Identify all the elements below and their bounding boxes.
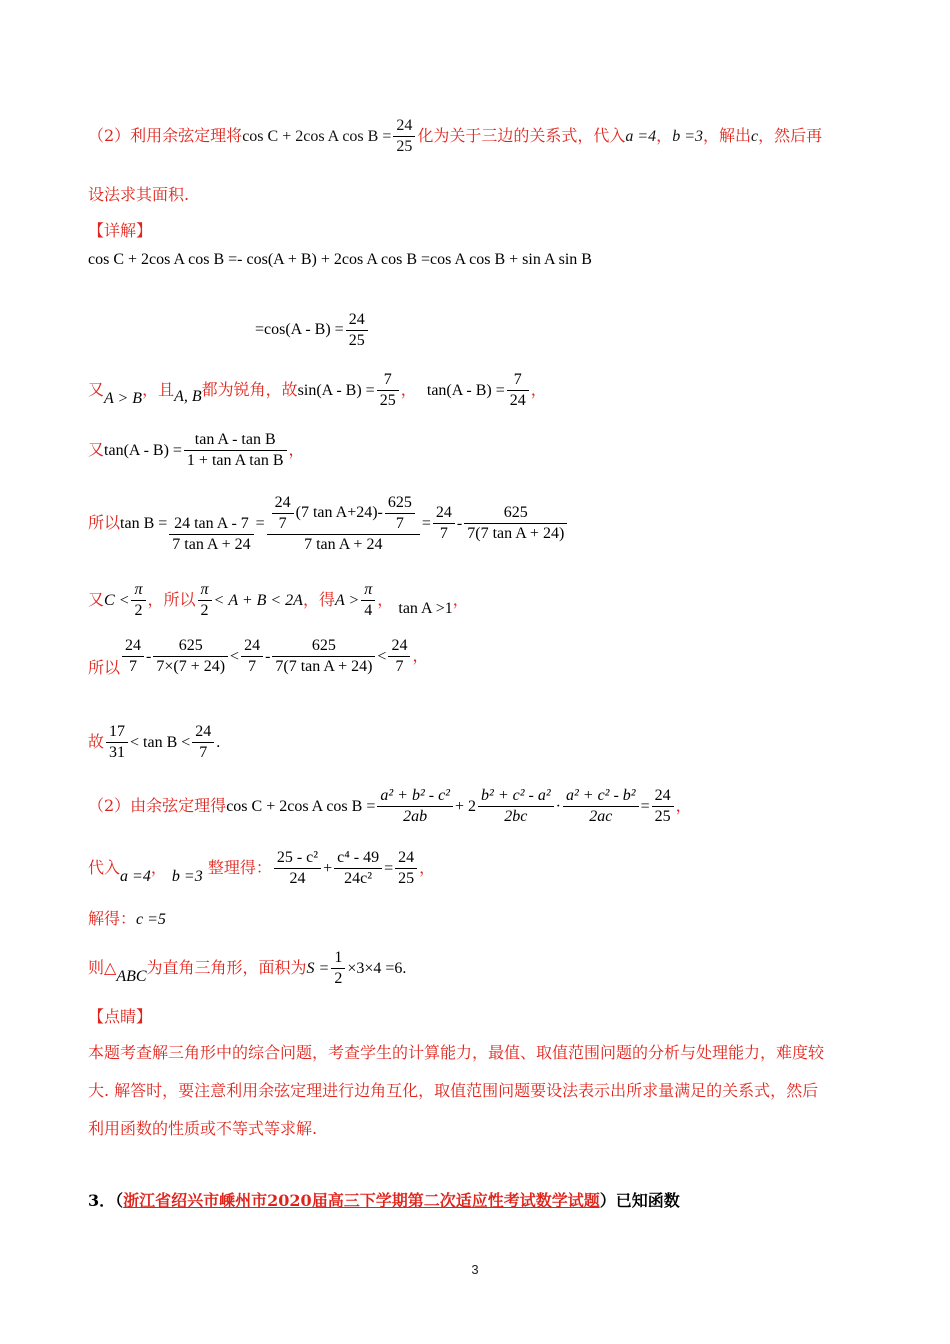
frac-num: π <box>200 581 209 598</box>
cos-c-fraction <box>377 786 453 827</box>
frac-den: 25 <box>346 330 368 351</box>
equation-12 <box>88 948 406 989</box>
tan-fraction <box>507 370 529 411</box>
eq9-label: （2）由余弦定理得 <box>88 796 227 815</box>
question-source-link[interactable]: 浙江省绍兴市嵊州市2020届高三下学期第二次适应性考试数学试题 <box>123 1191 600 1210</box>
frac-625-b <box>272 636 375 677</box>
comment-line-2: 大. 解答时，要注意利用余弦定理进行边角互化，取值范围问题要设法表示出所求量满足的关系式，然后 <box>88 1081 819 1100</box>
eq10-fraction-2 <box>334 848 382 889</box>
text-you: 又 <box>88 590 105 609</box>
question-number: 3． <box>88 1191 116 1210</box>
frac-den: 1 + tan A tan B <box>184 450 287 471</box>
text-zhengli: 整理得： <box>207 858 272 877</box>
frac-17-31 <box>106 722 128 763</box>
comment-line-3: 利用函数的性质或不等式等求解. <box>88 1119 318 1138</box>
frac-1-2 <box>331 948 345 989</box>
minus: - <box>265 648 271 665</box>
frac-den: 24 <box>274 868 321 889</box>
page-number: 3 <box>471 1262 479 1277</box>
equation-1: cos C + 2cos A cos B =- cos(A + B) + 2cos A cos B =cos A cos B + sin A sin B <box>88 251 592 268</box>
frac-24-25 <box>652 786 674 827</box>
frac-24-7 <box>388 636 410 677</box>
text-suoyi: 所以 <box>88 513 121 532</box>
comment-line-1: 本题考查解三角形中的综合问题，考查学生的计算能力，最值、取值范围问题的分析与处理能力，难度较 <box>88 1043 825 1062</box>
frac-num: 24 <box>274 493 291 511</box>
frac-den: 2 <box>131 600 145 621</box>
comma: ， <box>412 646 429 665</box>
frac-den: 7 <box>192 742 214 763</box>
b-value: b =3 <box>672 128 703 145</box>
comment-heading: 【点睛】 <box>88 1007 153 1026</box>
a-gt-b: A > B <box>104 390 143 407</box>
equation-8 <box>88 722 220 763</box>
frac-num: 24 tan A - 7 <box>174 515 249 532</box>
question-3-heading <box>88 1188 680 1211</box>
pi-over-2 <box>131 580 145 621</box>
eq2-fraction <box>346 310 368 351</box>
frac-den: 7 tan A + 24 <box>169 534 253 555</box>
comma: ， <box>400 380 417 399</box>
minus: - <box>456 515 463 532</box>
frac-num: 24 <box>244 637 261 654</box>
text-qie: ，且 <box>142 380 175 399</box>
text-ze: 则△ <box>88 958 117 977</box>
frac-den: 25 <box>395 868 417 889</box>
frac-den: 24c² <box>334 868 382 889</box>
less-than: < <box>377 648 387 665</box>
period: . <box>402 960 407 977</box>
text-suoyi: 所以 <box>88 658 121 677</box>
equation-7 <box>88 636 428 677</box>
frac-num: 625 <box>503 504 528 521</box>
frac-num: 7 <box>383 371 392 388</box>
frac-num: 7 <box>513 371 522 388</box>
eq5-fraction-2 <box>267 493 420 555</box>
numerator-mid: (7 tan A+24)- <box>295 503 383 521</box>
hint-expr: cos C + 2cos A cos B = <box>242 128 392 145</box>
frac-24-7 <box>192 722 214 763</box>
frac-num: 1 <box>334 949 343 966</box>
comma: ， <box>452 590 469 609</box>
s-equals: S = <box>306 960 330 977</box>
frac-den: 2ac <box>563 806 639 827</box>
frac-den: 7 <box>122 656 144 677</box>
frac-den: 7 <box>433 523 455 544</box>
equation-4 <box>88 430 305 471</box>
frac-num: a² + c² - b² <box>565 787 636 804</box>
frac-den: 2 <box>331 968 345 989</box>
c-equals-5: c =5 <box>136 911 166 928</box>
equation-9 <box>88 786 692 827</box>
frac-num: tan A - tan B <box>194 431 276 448</box>
eq2-lhs: =cos(A - B) = <box>255 321 344 339</box>
hint-label: （2）利用余弦定理将 <box>88 126 243 145</box>
pi-over-2 <box>198 580 212 621</box>
text-gu: 故 <box>88 732 105 751</box>
frac-num: 24 <box>195 723 212 740</box>
frac-den: 25 <box>393 136 415 157</box>
c-variable: c <box>751 128 759 145</box>
frac-24-7 <box>122 636 144 677</box>
eq10-fraction-1 <box>274 848 321 889</box>
eq5-fraction-1 <box>169 514 253 555</box>
b-value: b =3 <box>171 868 203 885</box>
hint-text: 化为关于三边的关系式，代入 <box>417 126 626 145</box>
text-right-triangle: 为直角三角形，面积为 <box>146 958 307 977</box>
cos-a-fraction <box>478 786 554 827</box>
frac-num: 17 <box>109 723 126 740</box>
frac-den: 7 <box>272 513 294 534</box>
frac-den: 7(7 tan A + 24) <box>464 523 567 544</box>
frac-num: 625 <box>311 637 336 654</box>
comma: ， <box>377 590 394 609</box>
frac-den: 7×(7 + 24) <box>153 656 228 677</box>
plus-2: + 2 <box>454 798 477 815</box>
frac-num: b² + c² - a² <box>481 787 551 804</box>
equation-11 <box>88 906 166 929</box>
frac-den: 7 tan A + 24 <box>267 534 420 555</box>
text-jiede: 解得： <box>88 909 137 928</box>
sin-expr: sin(A - B) = <box>297 382 375 399</box>
eq6-mid: < A + B < 2A <box>213 592 303 609</box>
frac-24-25 <box>395 848 417 889</box>
part2-hint-line <box>88 116 822 157</box>
frac-num <box>267 493 420 534</box>
eq5-fraction-3 <box>433 503 455 544</box>
text-acute: 都为锐角，故 <box>201 380 298 399</box>
frac-num: π <box>134 581 143 598</box>
equals: = <box>640 798 650 815</box>
frac-num: 24 <box>435 504 452 521</box>
minus: - <box>146 648 152 665</box>
sin-fraction <box>377 370 399 411</box>
a-gt: A > <box>334 592 360 609</box>
equation-6 <box>88 580 469 621</box>
cos-b-fraction <box>563 786 639 827</box>
comma: ， <box>675 796 692 815</box>
frac-num: 25 - c² <box>276 849 319 866</box>
frac-den: 2bc <box>478 806 554 827</box>
text-dairu: 代入 <box>88 858 121 877</box>
area-value: ×3×4 =6 <box>347 960 403 977</box>
frac-den: 2ab <box>377 806 453 827</box>
question-stem: ）已知函数 <box>599 1191 680 1210</box>
comma: ， <box>288 440 305 459</box>
equation-5: 所以tan B = $\frac{\text{24 tan A - 7}}{\text{7 tan A + 24}}$ = $\frac{24}{7}$ (7 tan A+24)- $\frac{625}{7}$ 7 tan A + 24 = $\frac{24}{7}$ - $\frac{625}{\text{7(7 tan A + 24)}}$ <box>88 492 569 555</box>
triangle-abc: ABC <box>116 968 147 985</box>
paren-open: （ <box>115 1191 124 1210</box>
frac-den: 25 <box>652 806 674 827</box>
eq5-fraction-4 <box>464 503 567 544</box>
hint-text: ，然后再 <box>758 126 823 145</box>
frac-den: 2 <box>198 600 212 621</box>
frac-num: a² + b² - c² <box>380 787 450 804</box>
frac-den: 7 <box>388 656 410 677</box>
eq9-lhs: cos C + 2cos A cos B = <box>226 798 376 815</box>
comma: ， <box>530 380 547 399</box>
dot: · <box>555 798 561 815</box>
part2-hint-line2: 设法求其面积. <box>88 185 190 204</box>
text-you: 又 <box>88 380 105 399</box>
comma: ， <box>419 858 436 877</box>
frac-num: 24 <box>125 637 142 654</box>
inner-fraction <box>272 493 294 534</box>
frac-24-7 <box>241 636 263 677</box>
frac-num: 625 <box>387 493 412 511</box>
frac-den: 7 <box>385 513 415 534</box>
text-you: 又 <box>88 440 105 459</box>
eq4-lhs: tan(A - B) = <box>104 442 182 459</box>
frac-den: 7 <box>241 656 263 677</box>
frac-num: 24 <box>398 849 415 866</box>
frac-num: 24 <box>348 311 365 328</box>
frac-den: 7(7 tan A + 24) <box>272 656 375 677</box>
comma: ， <box>150 858 167 877</box>
eq5-lhs: tan B = <box>120 515 168 532</box>
tan-expr: tan(A - B) = <box>426 382 505 399</box>
frac-den: 31 <box>106 742 128 763</box>
hint-fraction <box>393 116 415 157</box>
tan-gt-1: tan A >1 <box>398 600 453 617</box>
frac-num: 24 <box>391 637 408 654</box>
hint-text: ，解出 <box>702 126 751 145</box>
frac-den: 4 <box>361 600 375 621</box>
frac-den: 24 <box>507 390 529 411</box>
separator: ， <box>656 126 673 145</box>
equals: = <box>384 860 394 877</box>
eq4-fraction <box>184 430 287 471</box>
equation-3 <box>88 370 547 411</box>
text-de: ，得 <box>302 590 335 609</box>
frac-num: 625 <box>178 637 203 654</box>
c-lt: C < <box>104 592 130 609</box>
a-value: a =4 <box>625 128 657 145</box>
pi-over-4 <box>361 580 375 621</box>
ab-vars: A, B <box>174 388 202 405</box>
frac-num: π <box>364 581 373 598</box>
equals: = <box>421 515 431 532</box>
frac-625-a <box>153 636 228 677</box>
frac-den: 25 <box>377 390 399 411</box>
period: . <box>216 734 221 751</box>
inner-fraction <box>385 493 415 534</box>
plus: + <box>323 860 333 877</box>
detail-heading: 【详解】 <box>88 221 153 240</box>
equation-10 <box>88 848 435 889</box>
less-than: < <box>230 648 240 665</box>
equation-2 <box>255 310 370 351</box>
frac-num: 24 <box>654 787 671 804</box>
a-value: a =4 <box>120 868 151 885</box>
text-suoyi: ，所以 <box>147 590 196 609</box>
frac-num: c⁴ - 49 <box>337 849 380 866</box>
frac-num: 24 <box>396 117 413 134</box>
eq8-mid: < tan B < <box>130 734 191 751</box>
